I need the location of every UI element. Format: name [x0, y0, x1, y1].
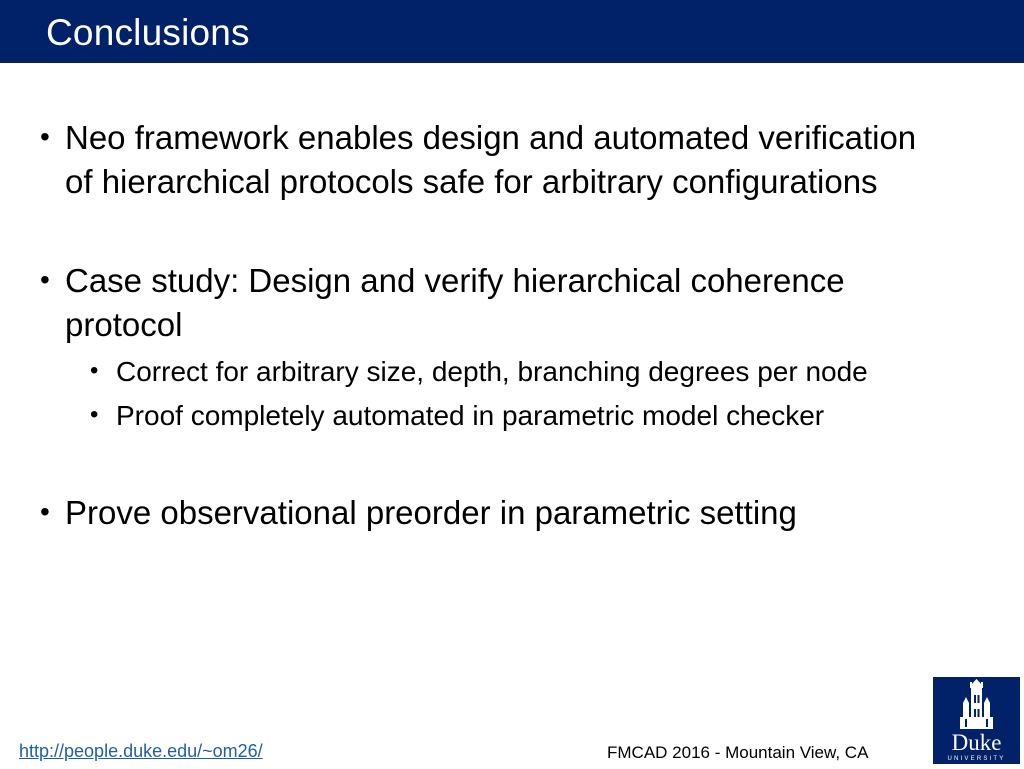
bullet-2-sub-1: Correct for arbitrary size, depth, branching degrees per node [116, 356, 868, 387]
footer-conference: FMCAD 2016 - Mountain View, CA [607, 743, 869, 762]
bullet-dot: • [40, 496, 50, 527]
svg-text:Duke: Duke [951, 730, 1002, 755]
bullet-dot: • [40, 264, 50, 295]
bullet-2-line-1: Case study: Design and verify hierarchical coherence [65, 262, 845, 299]
bullet-1-line-1: Neo framework enables design and automated verification [65, 119, 917, 156]
bullet-3-line-1: Prove observational preorder in parametric setting [65, 494, 797, 531]
sub-bullet-dot: • [90, 357, 99, 384]
bullet-2-line-2: protocol [65, 306, 183, 343]
bullet-2-sub-2: Proof completely automated in parametric model checker [116, 400, 825, 431]
bullet-dot: • [40, 121, 50, 152]
bullet-1-line-2: of hierarchical protocols safe for arbitrary configurations [65, 163, 878, 200]
title-bar [0, 0, 1024, 63]
footer-url-link[interactable]: http://people.duke.edu/~om26/ [19, 741, 263, 761]
svg-text:UNIVERSITY: UNIVERSITY [947, 756, 1006, 762]
slide-title: Conclusions [46, 12, 250, 53]
sub-bullet-dot: • [90, 401, 99, 428]
duke-university-logo [933, 677, 1020, 764]
duke-chapel-icon [933, 677, 1020, 764]
